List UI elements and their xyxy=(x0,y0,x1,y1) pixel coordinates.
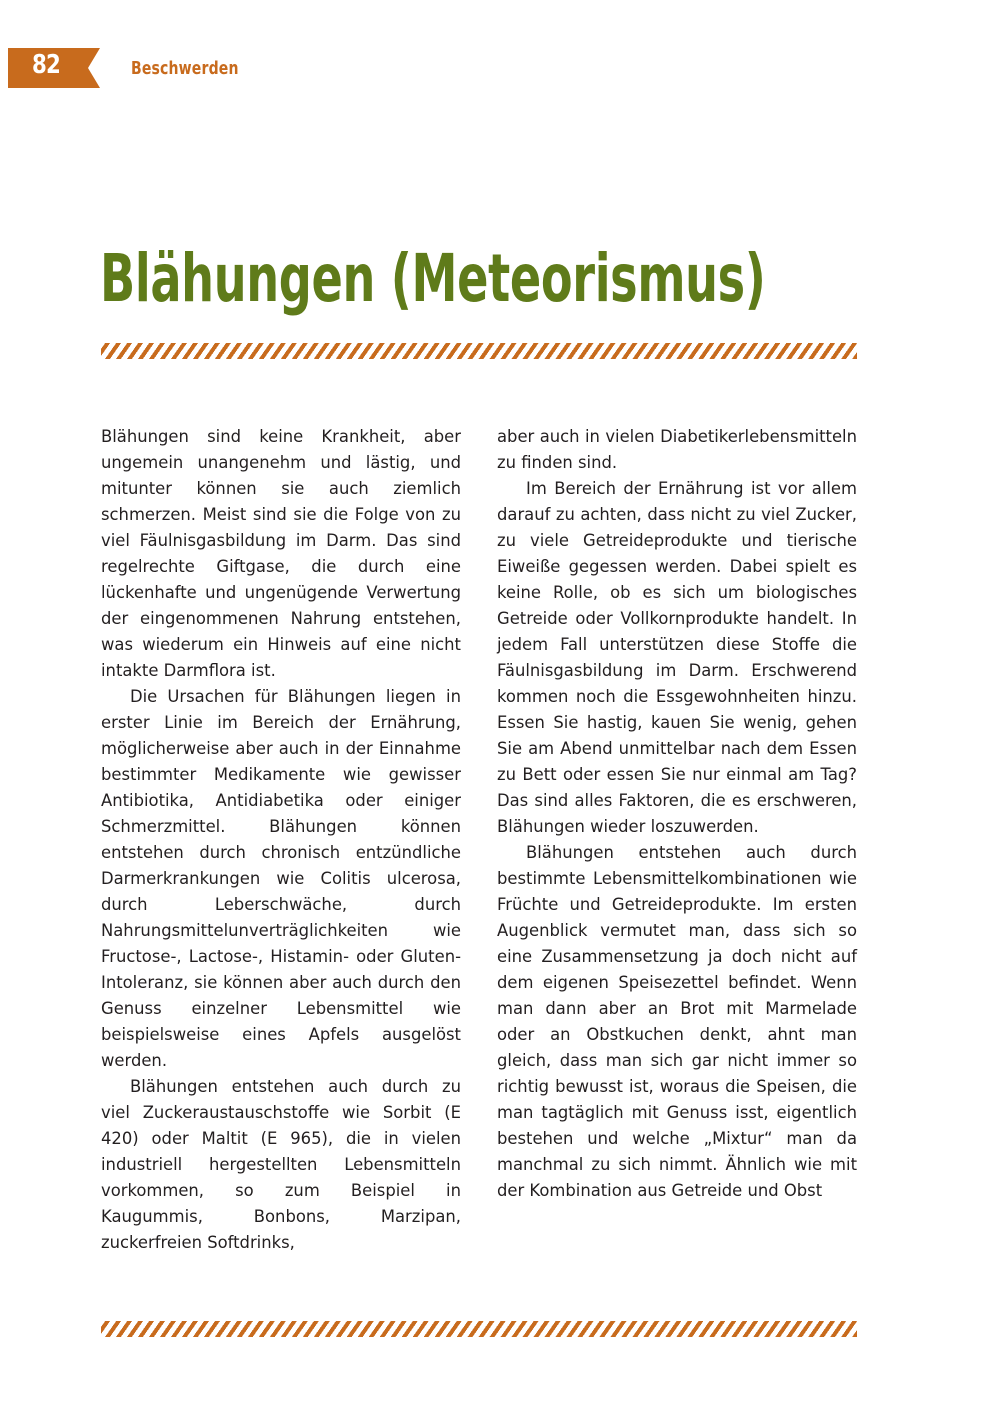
page-number: 82 xyxy=(32,50,61,80)
text-column-right xyxy=(497,424,857,1204)
paragraph: aber auch in vielen Diabetikerlebensmitteln zu finden sind. xyxy=(497,427,857,472)
decorative-divider-bottom xyxy=(101,1321,857,1337)
text-column-left xyxy=(101,424,461,1256)
decorative-divider-top xyxy=(101,343,857,359)
paragraph: Blähungen entstehen auch durch zu viel Zuckeraustauschstoffe wie Sorbit (E 420) oder Maltit (E 965), die in vielen industriell hergestellten Lebensmitteln vorkommen, so zum Beispiel in Kaugummis, Bonbons, Marzipan, zuckerfreien Softdrinks, xyxy=(101,1077,461,1252)
chapter-title: Blähungen (Meteorismus) xyxy=(100,240,766,317)
paragraph: Blähungen sind keine Krankheit, aber ungemein unangenehm und lästig, und mitunter können sie auch ziemlich schmerzen. Meist sind sie die Folge von zu viel Fäulnisgasbildung im Darm. Das sind regelrechte Giftgase, die durch eine lückenhafte und ungenügende Verwertung der eingenommenen Nahrung entstehen, was wiederum ein Hinweis auf eine nicht intakte Darmflora ist. xyxy=(101,427,461,680)
paragraph: Die Ursachen für Blähungen liegen in erster Linie im Bereich der Ernährung, möglicherweise aber auch in der Einnahme bestimmter Medikamente wie gewisser Antibiotika, Antidiabetika oder einiger Schmerzmittel. Blähungen können entstehen durch chronisch entzündliche Darmerkrankungen wie Colitis ulcerosa, durch Leberschwäche, durch Nahrungsmittelunverträglichkeiten wie Fructose-, Lactose-, Histamin- oder Gluten-Intoleranz, sie können aber auch durch den Genuss einzelner Lebensmittel wie beispielsweise eines Apfels ausgelöst werden. xyxy=(101,687,461,1070)
paragraph: Im Bereich der Ernährung ist vor allem darauf zu achten, dass nicht zu viel Zucker, zu viele Getreideprodukte und tierische Eiweiße gegessen werden. Dabei spielt es keine Rolle, ob es sich um biologisches Getreide oder Vollkornprodukte handelt. In jedem Fall unterstützen diese Stoffe die Fäulnisgasbildung im Darm. Erschwerend kommen noch die Essgewohnheiten hinzu. Essen Sie hastig, kauen Sie wenig, gehen Sie am Abend unmittelbar nach dem Essen zu Bett oder essen Sie nur einmal am Tag? Das sind alles Faktoren, die es erschweren, Blähungen wieder loszuwerden. xyxy=(497,479,857,836)
running-head: Beschwerden xyxy=(131,58,239,79)
paragraph: Blähungen entstehen auch durch bestimmte Lebensmittelkombinationen wie Früchte und Getreideprodukte. Im ersten Augenblick vermutet man, dass sich so eine Zusammensetzung ja doch nicht auf dem eigenen Speisezettel befindet. Wenn man dann aber an Brot mit Marmelade oder an Obstkuchen denkt, ahnt man gleich, dass man sich gar nicht immer so richtig bewusst ist, woraus die Speisen, die man tagtäglich mit Genuss isst, eigentlich bestehen und welche „Mixtur“ man da manchmal zu sich nimmt. Ähnlich wie mit der Kombination aus Getreide und Obst xyxy=(497,843,857,1200)
